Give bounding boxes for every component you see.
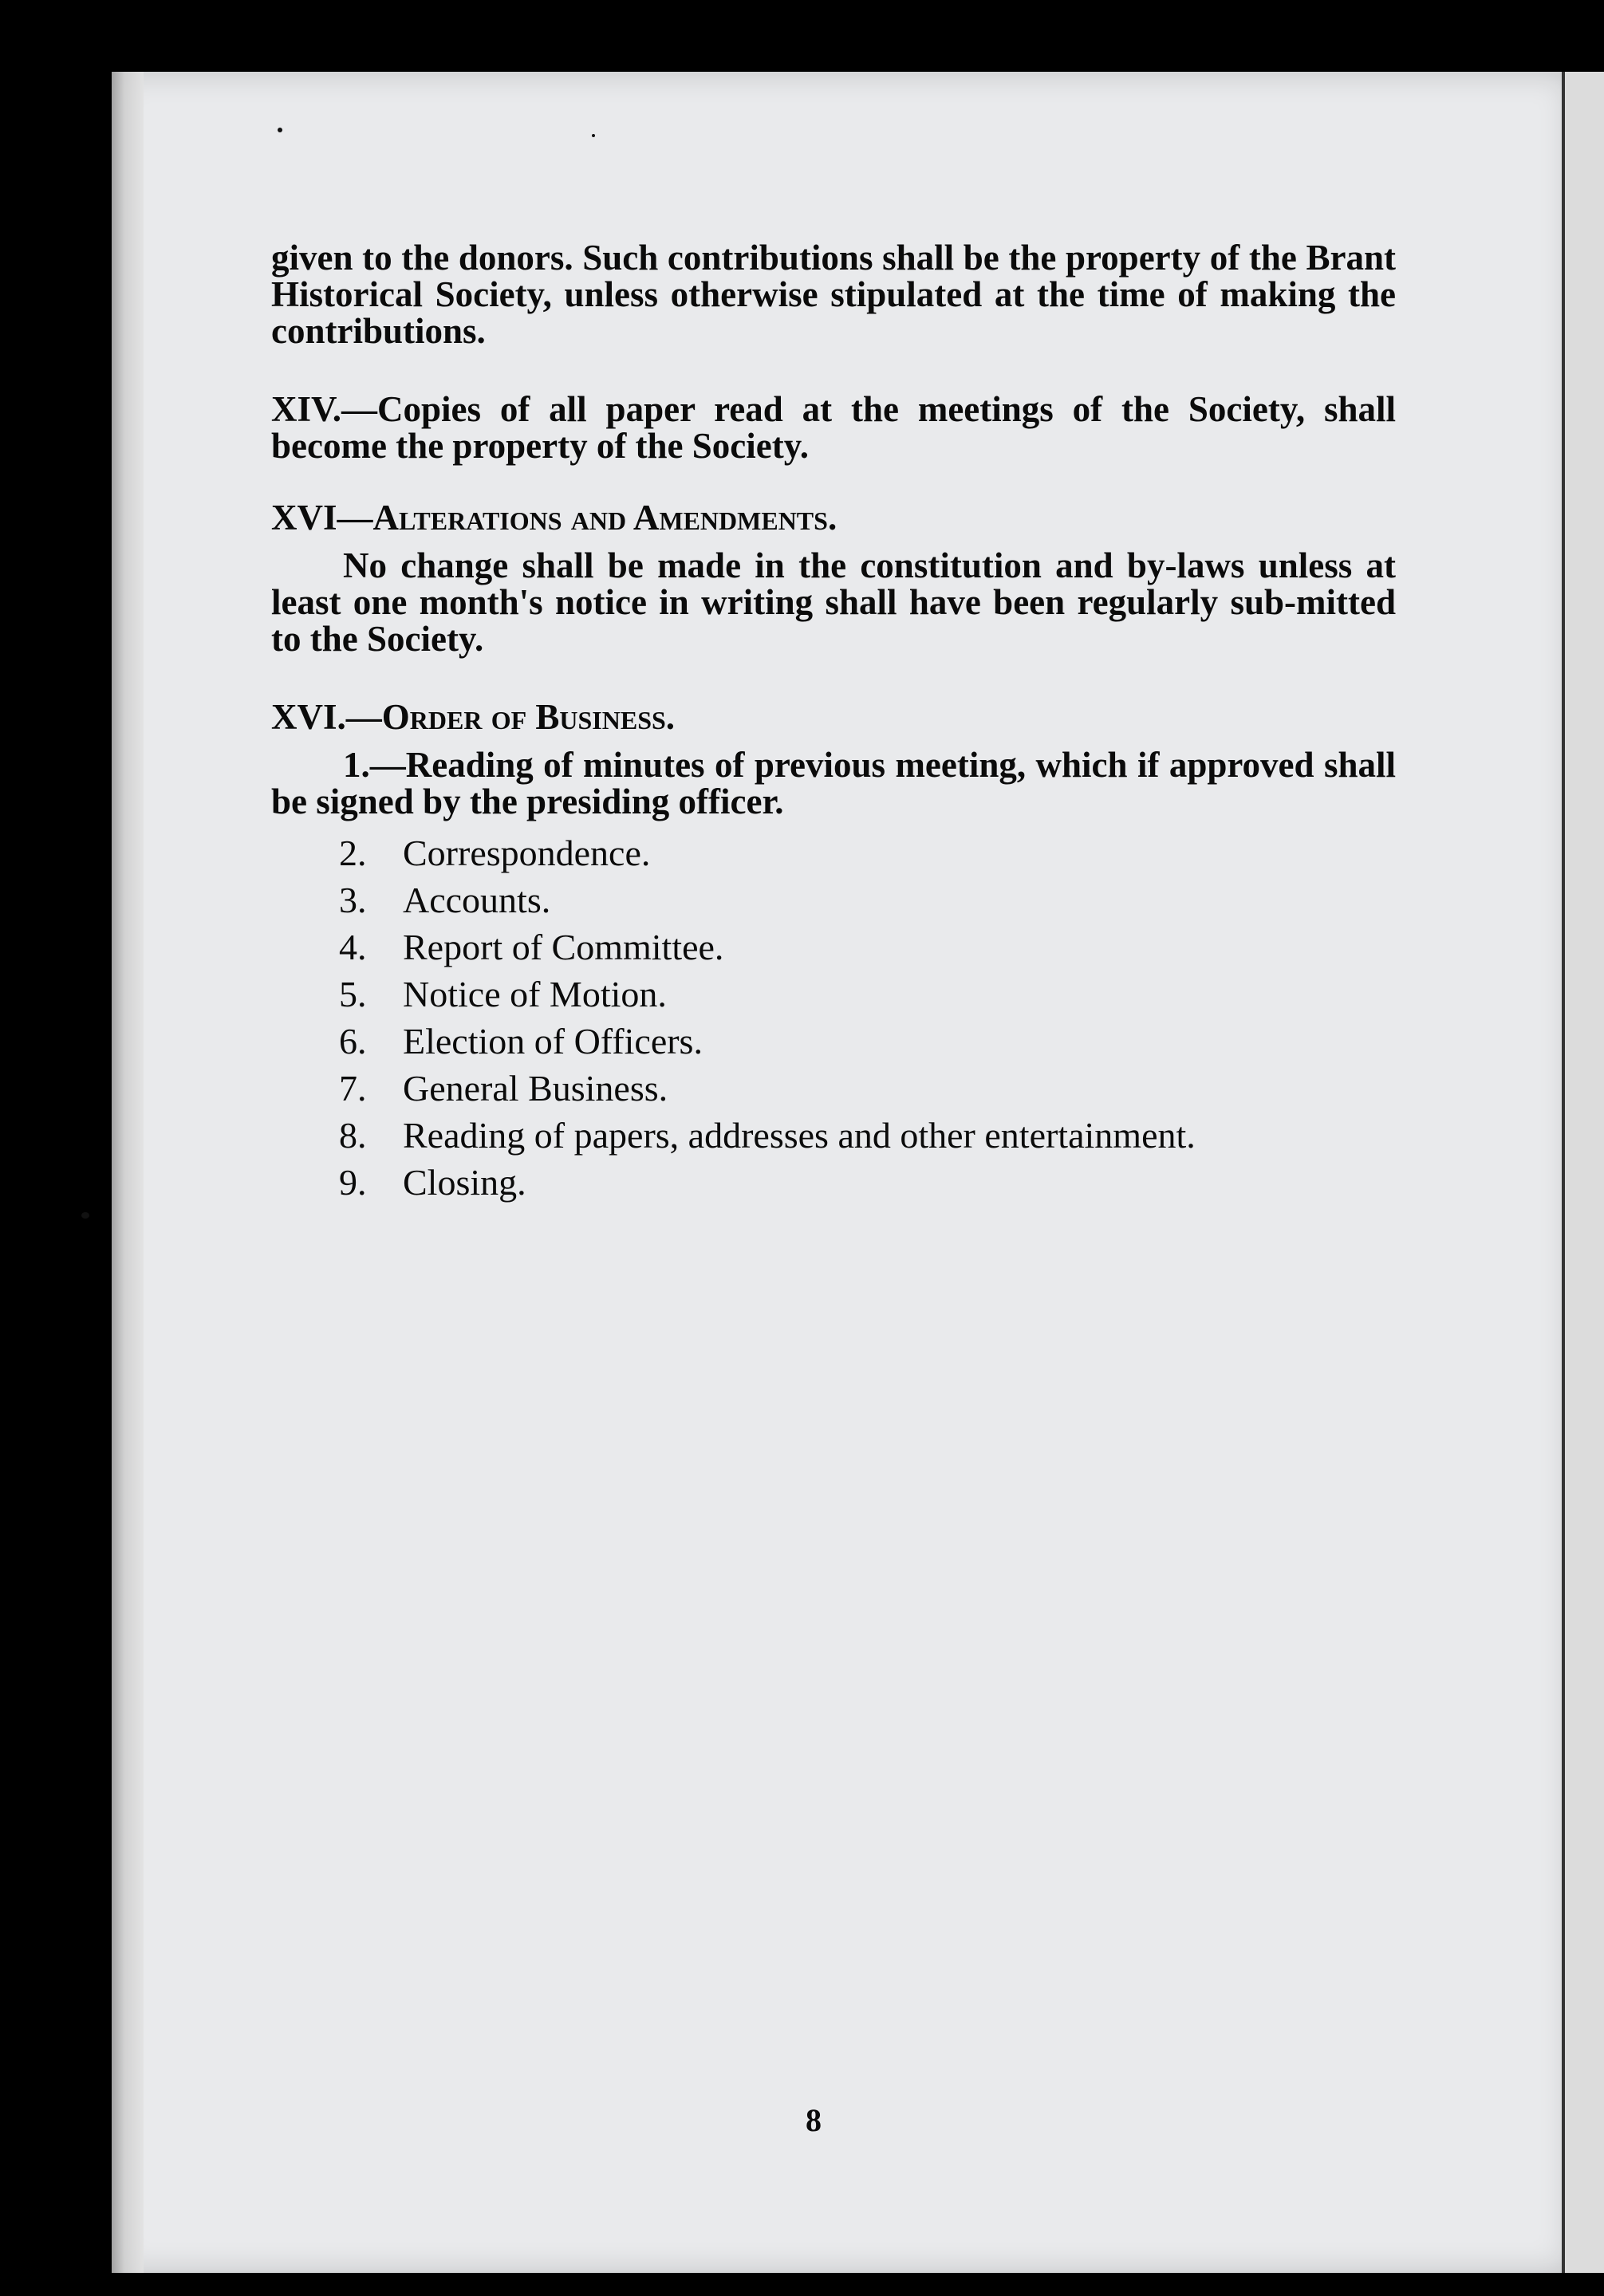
business-item <box>339 1159 1396 1206</box>
business-item <box>339 1018 1396 1065</box>
business-item-number: 5. <box>339 974 367 1014</box>
business-item-text: Closing. <box>403 1162 526 1203</box>
page-number: 8 <box>806 2102 822 2138</box>
business-item-number: 2. <box>339 833 367 873</box>
heading-alterations-title: Alterations and Amendments. <box>372 498 837 538</box>
heading-business <box>271 699 1396 735</box>
business-item-text: Correspondence. <box>403 833 651 873</box>
business-item <box>339 924 1396 971</box>
business-item-text: Reading of papers, addresses and other entertainment. <box>403 1115 1196 1156</box>
business-item-text: Election of Officers. <box>403 1021 703 1061</box>
heading-alterations <box>271 499 1396 536</box>
business-item-text: Report of Committee. <box>403 927 724 967</box>
business-item-number: 6. <box>339 1021 367 1061</box>
business-item <box>339 876 1396 924</box>
business-item <box>339 1112 1396 1159</box>
next-page-strip <box>1565 72 1604 2273</box>
business-item-text: Notice of Motion. <box>403 974 667 1014</box>
business-item <box>339 829 1396 876</box>
business-item-number: 8. <box>339 1115 367 1156</box>
print-speck <box>592 134 595 137</box>
print-speck <box>278 128 282 132</box>
business-item-number: 9. <box>339 1162 367 1203</box>
paragraph-contributions: given to the donors. Such contributions shall be the property of the Brant Historical Society, unless otherwise stipulated at the time of making the contributions. <box>271 238 1396 351</box>
page-spine-shadow <box>112 72 144 2273</box>
business-list <box>271 829 1396 1206</box>
business-item <box>339 1065 1396 1112</box>
paragraph-xiv: XIV.—Copies of all paper read at the meetings of the Society, shall become the property of the Society. <box>271 389 1396 466</box>
page-text <box>271 239 1396 1206</box>
business-item-1: 1.—Reading of minutes of previous meeting, which if approved shall be signed by the presiding officer. <box>271 745 1396 821</box>
business-item-number: 4. <box>339 927 367 967</box>
business-item-number: 3. <box>339 880 367 920</box>
business-item-number: 7. <box>339 1068 367 1109</box>
heading-business-number: XVI.— <box>271 697 382 737</box>
print-speck <box>81 1212 89 1219</box>
business-item <box>339 971 1396 1018</box>
heading-business-title: Order of Business. <box>381 697 676 737</box>
business-item-text: General Business. <box>403 1068 668 1109</box>
business-item-text: Accounts. <box>403 880 551 920</box>
paragraph-alterations: No change shall be made in the constitution and by-laws unless at least one month's notice in writing shall have been regularly sub-mitted to the Society. <box>271 545 1396 659</box>
heading-alterations-number: XVI— <box>271 498 373 538</box>
